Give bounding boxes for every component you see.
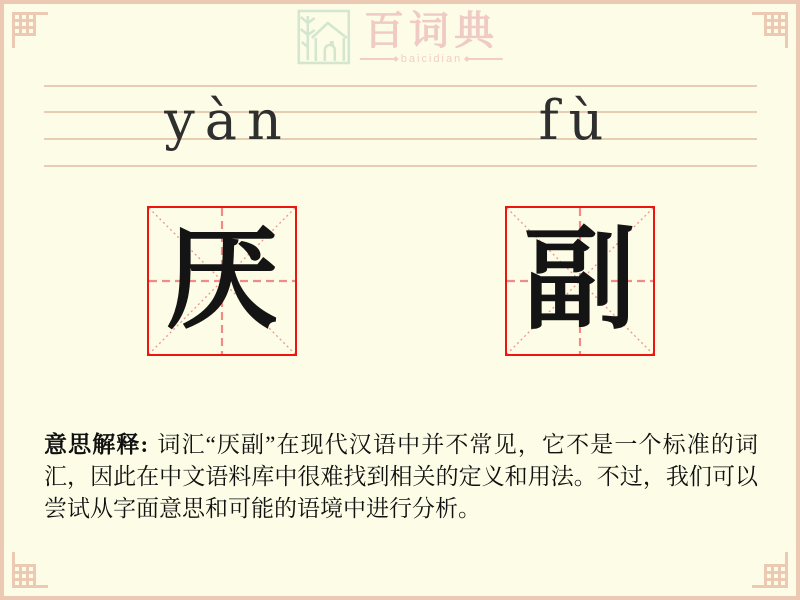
meaning-text: 词汇“厌副”在现代汉语中并不常见，它不是一个标准的词汇，因此在中文语料库中很难找到相关的定义和用法。不过，我们可以尝试从字面意思和可能的语境中进行分析。	[44, 432, 758, 521]
brand-title: 百词典	[363, 8, 499, 53]
pinyin-guideline	[44, 138, 757, 140]
corner-ornament-icon	[4, 4, 48, 48]
pinyin-guideline	[44, 111, 757, 113]
character-1: 厌	[166, 219, 278, 343]
character-box-1	[147, 206, 297, 356]
bamboo-pavilion-stamp-icon	[297, 8, 351, 66]
meaning-paragraph	[44, 429, 758, 525]
pinyin-guideline	[44, 165, 757, 167]
pinyin-label-1: yàn	[164, 89, 292, 152]
brand-subtitle: baicidian	[400, 53, 463, 65]
corner-ornament-icon	[4, 552, 48, 596]
meaning-label: 意思解释:	[44, 432, 149, 457]
character-2: 副	[524, 219, 636, 343]
corner-ornament-icon	[752, 4, 796, 48]
logo-divider-left	[360, 58, 396, 60]
corner-ornament-icon	[752, 552, 796, 596]
logo-divider-right	[467, 58, 503, 60]
pinyin-guideline	[44, 85, 757, 87]
pinyin-label-2: fù	[538, 89, 614, 152]
brand-logo	[297, 8, 503, 66]
character-box-2	[505, 206, 655, 356]
